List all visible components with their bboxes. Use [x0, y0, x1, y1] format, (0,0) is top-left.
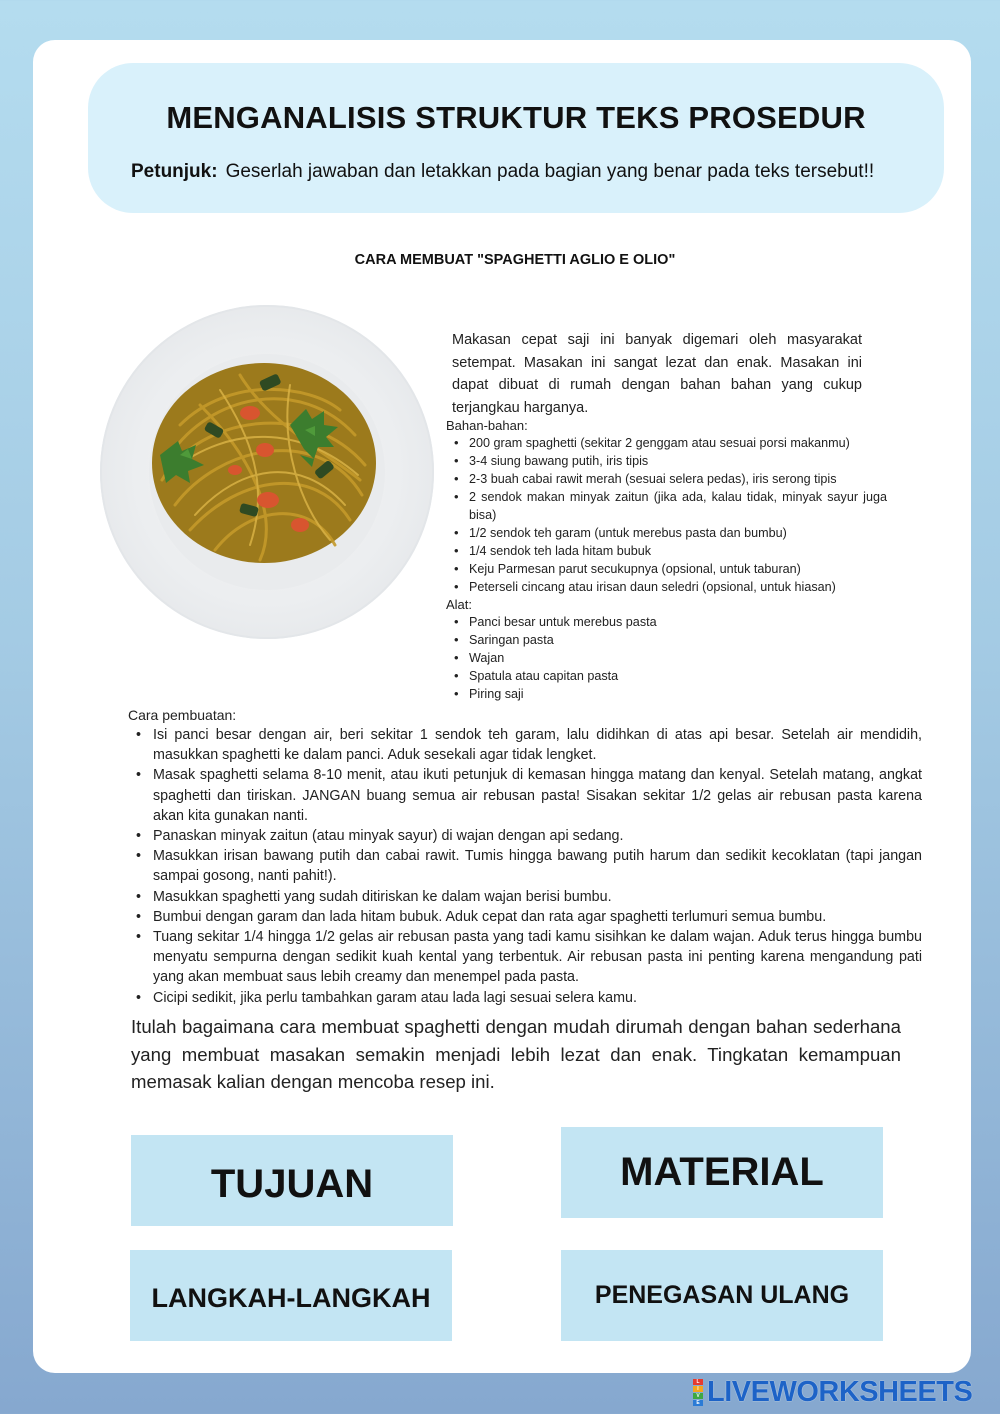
answer-langkah-langkah[interactable]: LANGKAH-LANGKAH — [130, 1250, 452, 1341]
steps-list — [131, 725, 922, 1008]
step-item: • Isi panci besar dengan air, beri sekitar 1 sendok teh garam, lalu didihkan di atas api besar. Setelah air mendidih, masukkan spaghetti ke dalam panci. Aduk sesekali agar tidak lengket. — [153, 725, 922, 765]
tool-item: • Piring saji — [469, 685, 887, 703]
page-title: MENGANALISIS STRUKTUR TEKS PROSEDUR — [166, 100, 866, 135]
instruction-text: Geserlah jawaban dan letakkan pada bagian yang benar pada teks tersebut!! — [225, 161, 875, 182]
step-item: • Tuang sekitar 1/4 hingga 1/2 gelas air rebusan pasta yang tadi kamu sisihkan ke dalam wajan. Aduk terus hingga bumbu menyatu sempurna dengan sedikit kuah kental yang terbentuk. Air rebusan pasta ini penting karena mengandung pati yang akan membuat saus lebih creamy dan menempel pada pasta. — [153, 927, 922, 988]
tools-label: Alat: — [446, 597, 473, 612]
spaghetti-illustration — [100, 305, 434, 639]
instruction-label: Petunjuk: — [131, 161, 218, 182]
step-item: • Panaskan minyak zaitun (atau minyak sayur) di wajan dengan api sedang. — [153, 826, 922, 846]
ingredients-label: Bahan-bahan: — [446, 418, 528, 433]
step-item: • Masukkan irisan bawang putih dan cabai rawit. Tumis hingga bawang putih harum dan sedikit kecoklatan (tapi jangan sampai gosong, nanti pahit!). — [153, 846, 922, 886]
liveworksheets-logo-icon — [693, 1379, 703, 1406]
ingredient-item: • 2 sendok makan minyak zaitun (jika ada, kalau tidak, minyak sayur juga bisa) — [469, 488, 887, 524]
tool-item: • Wajan — [469, 649, 887, 667]
step-item: • Masak spaghetti selama 8-10 menit, atau ikuti petunjuk di kemasan hingga matang dan kenyal. Setelah matang, angkat spaghetti dan tiriskan. JANGAN buang semua air rebusan pasta! Sisakan sekitar 1/2 gelas air rebusan pasta karena akan kita gunakan nanti. — [153, 765, 922, 826]
step-item: • Cicipi sedikit, jika perlu tambahkan garam atau lada lagi sesuai selera kamu. — [153, 988, 922, 1008]
spaghetti-plate-image — [100, 305, 434, 639]
ingredient-item: • 200 gram spaghetti (sekitar 2 genggam atau sesuai porsi makanmu) — [469, 434, 887, 452]
logo-letter: I — [693, 1386, 703, 1392]
step-item: • Masukkan spaghetti yang sudah ditiriskan ke dalam wajan berisi bumbu. — [153, 887, 922, 907]
closing-paragraph: Itulah bagaimana cara membuat spaghetti dengan mudah dirumah dengan bahan sederhana yang membuat masakan semakin menjadi lebih lezat dan enak. Tingkatan kemampuan memasak kalian dengan mencoba resep ini. — [131, 1016, 901, 1092]
ingredient-item: • 3-4 siung bawang putih, iris tipis — [469, 452, 887, 470]
tool-item: • Spatula atau capitan pasta — [469, 667, 887, 685]
recipe-title: CARA MEMBUAT "SPAGHETTI AGLIO E OLIO" — [354, 252, 676, 268]
ingredient-item: • 2-3 buah cabai rawit merah (sesuai selera pedas), iris serong tipis — [469, 470, 887, 488]
tool-item: • Saringan pasta — [469, 631, 887, 649]
tools-list — [446, 613, 887, 703]
answer-material[interactable]: MATERIAL — [561, 1127, 883, 1218]
header-banner — [88, 63, 944, 213]
tool-item: • Panci besar untuk merebus pasta — [469, 613, 887, 631]
ingredients-list — [446, 434, 887, 596]
answer-tujuan[interactable]: TUJUAN — [131, 1135, 453, 1226]
steps-label: Cara pembuatan: — [128, 707, 237, 723]
logo-letter: L — [693, 1379, 703, 1385]
liveworksheets-brand[interactable] — [693, 1376, 972, 1409]
ingredient-item: • 1/2 sendok teh garam (untuk merebus pasta dan bumbu) — [469, 524, 887, 542]
brand-wordmark: LIVEWORKSHEETS — [707, 1376, 973, 1408]
ingredient-item: • Keju Parmesan parut secukupnya (opsional, untuk taburan) — [469, 560, 887, 578]
logo-letter: V — [693, 1393, 703, 1399]
instruction — [131, 161, 874, 183]
logo-letter: E — [693, 1400, 703, 1406]
ingredient-item: • 1/4 sendok teh lada hitam bubuk — [469, 542, 887, 560]
answer-penegasan-ulang[interactable]: PENEGASAN ULANG — [561, 1250, 883, 1341]
step-item: • Bumbui dengan garam dan lada hitam bubuk. Aduk cepat dan rata agar spaghetti terlumuri semua bumbu. — [153, 907, 922, 927]
intro-paragraph: Makasan cepat saji ini banyak digemari oleh masyarakat setempat. Masakan ini sangat lezat dan enak. Masakan ini dapat dibuat di rumah dengan bahan bahan yang cukup terjangkau harganya. — [452, 332, 862, 416]
ingredient-item: • Peterseli cincang atau irisan daun seledri (opsional, untuk hiasan) — [469, 578, 887, 596]
